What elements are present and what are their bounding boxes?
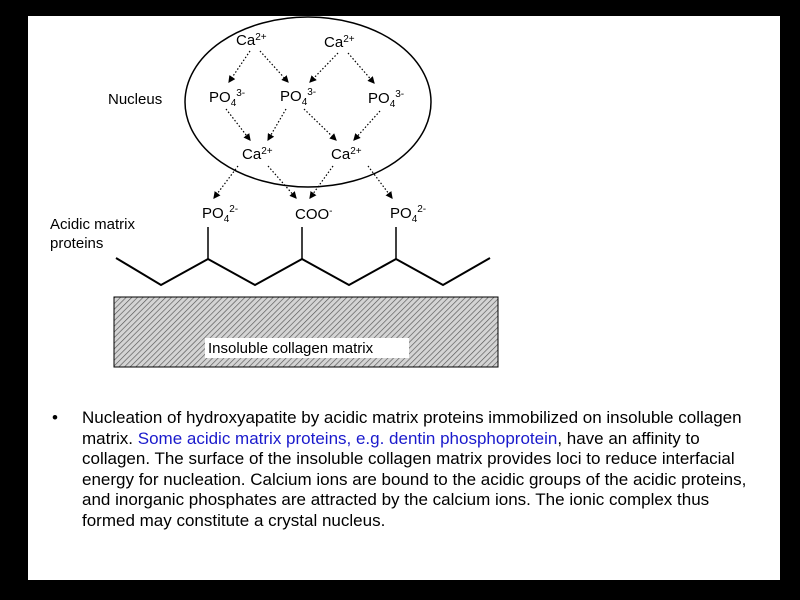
ca-ion: $Ca^{2+}$ — [331, 146, 362, 163]
phosphate-group: $PO_4^{2-}$ — [390, 204, 427, 225]
paragraph-text — [82, 408, 764, 531]
attraction-arrow — [348, 53, 374, 83]
attraction-arrow — [310, 166, 333, 198]
attraction-arrow — [354, 111, 380, 140]
ca-ion: $Ca^{2+}$ — [242, 146, 273, 163]
phosphate-ion: $PO_4^{3-}$ — [280, 87, 317, 108]
phosphate-ion: $PO_4^{3-}$ — [209, 88, 246, 109]
carboxylate-group: COO- — [295, 206, 333, 223]
ca-ion: $Ca^{2+}$ — [324, 34, 355, 51]
slide — [28, 16, 780, 580]
bullet-paragraph — [52, 408, 764, 531]
attraction-arrow — [268, 109, 286, 140]
phosphate-group: $PO_4^{2-}$ — [202, 204, 239, 225]
attraction-arrow — [304, 109, 336, 140]
attraction-arrow — [310, 53, 338, 82]
attraction-arrow — [229, 51, 250, 82]
nucleus-label: Nucleus — [108, 91, 163, 108]
protein-backbone — [116, 258, 490, 285]
collagen-label: Insoluble collagen matrix — [208, 340, 374, 357]
attraction-arrow — [226, 109, 250, 140]
text-part-2: , have an affinity to collagen. The surface of the insoluble collagen matrix provides loci to reduce interfacial energy for nucleation. Calcium ions are bound to the acidic groups of the acidic proteins, and inorganic phosphates are attracted by the calcium ions. The ionic complex thus formed may constitute a crystal nucleus. — [82, 428, 747, 530]
phosphate-ion: $PO_4^{3-}$ — [368, 89, 405, 110]
attraction-arrow — [268, 166, 296, 198]
acidic-matrix-proteins-label: Acidic matrix proteins — [50, 216, 136, 252]
ca-ion: $Ca^{2+}$ — [236, 32, 267, 49]
nucleation-diagram — [28, 16, 780, 386]
text-part-1: Nucleation of hydroxyapatite by acidic matrix proteins immobilized on insoluble collagen matrix. — [82, 408, 742, 448]
attraction-arrow — [260, 51, 288, 82]
highlighted-text: Some acidic matrix proteins, e.g. dentin phosphoprotein — [137, 428, 558, 448]
bullet-marker: • — [52, 408, 58, 427]
